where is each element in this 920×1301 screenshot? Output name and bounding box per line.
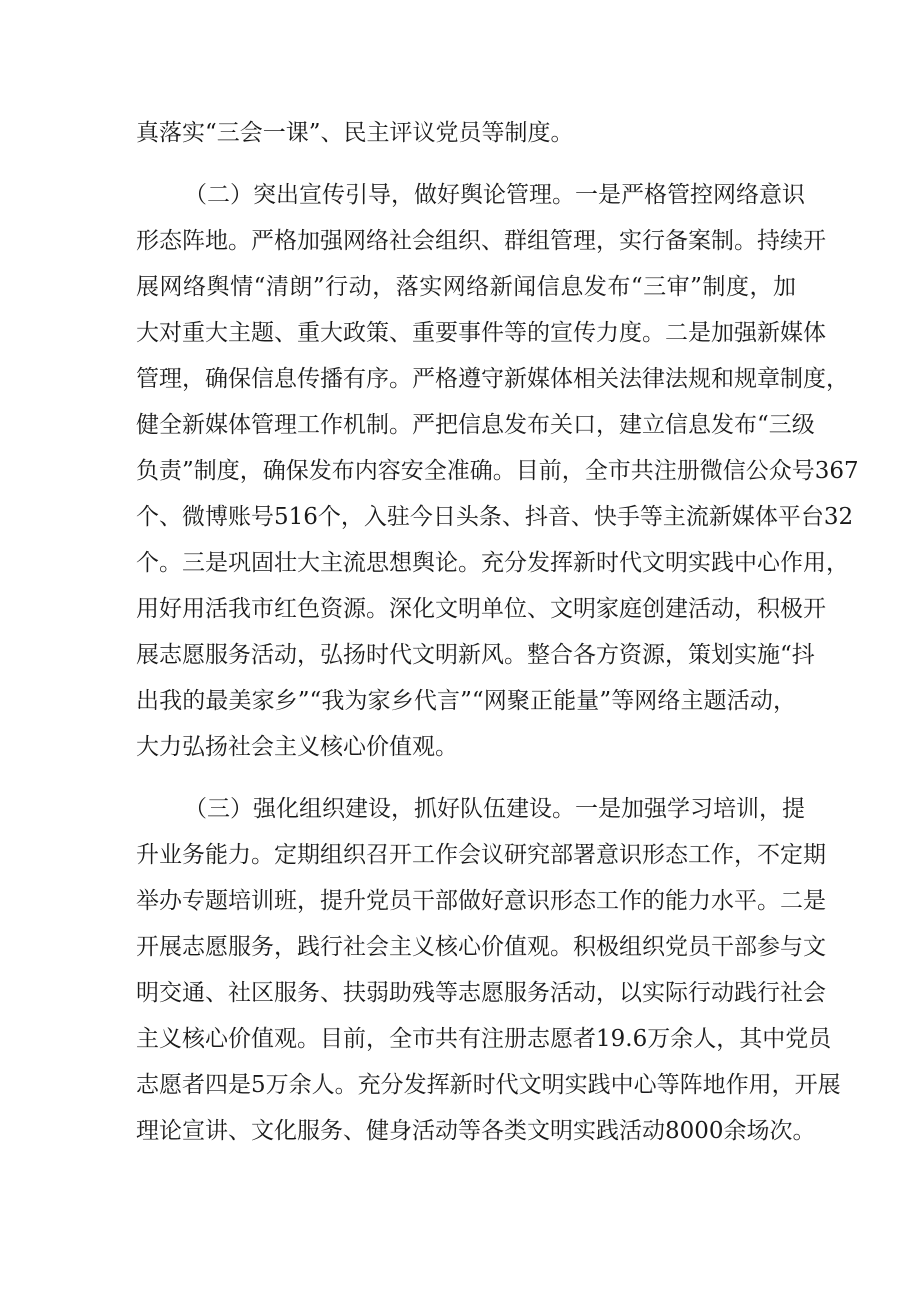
paragraph-2-line-4: 开展志愿服务，践行社会主义核心价值观。积极组织党员干部参与文 [136,934,826,960]
paragraph-2-line-5: 明交通、社区服务、扶弱助残等志愿服务活动，以实际行动践行社会 [136,980,826,1006]
paragraph-1-line-13: 大力弘扬社会主义核心价值观。 [136,734,458,760]
paragraph-0-line-1: 真落实“三会一课”、民主评议党员等制度。 [136,120,574,146]
paragraph-1-line-6: 健全新媒体管理工作机制。严把信息发布关口，建立信息发布“三级 [136,412,815,438]
paragraph-1-line-7: 负责”制度，确保发布内容安全准确。目前，全市共注册微信公众号367 [136,458,859,484]
paragraph-1-line-3: 展网络舆情“清朗”行动，落实网络新闻信息发布“三审”制度，加 [136,274,796,300]
paragraph-1-line-12: 出我的最美家乡”“我为家乡代言”“网聚正能量”等网络主题活动， [136,688,796,714]
paragraph-2-line-3: 举办专题培训班，提升党员干部做好意识形态工作的能力水平。二是 [136,888,826,914]
paragraph-2-line-7: 志愿者四是5万余人。充分发挥新时代文明实践中心等阵地作用，开展 [136,1072,841,1098]
paragraph-1-line-11: 展志愿服务活动，弘扬时代文明新风。整合各方资源，策划实施“抖 [136,642,815,668]
paragraph-2-line-6: 主义核心价值观。目前，全市共有注册志愿者19.6万余人，其中党员 [136,1026,832,1052]
paragraph-2-line-2: 升业务能力。定期组织召开工作会议研究部署意识形态工作，不定期 [136,842,826,868]
paragraph-1-line-10: 用好用活我市红色资源。深化文明单位、文明家庭创建活动，积极开 [136,596,826,622]
paragraph-1-line-8: 个、微博账号516个，入驻今日头条、抖音、快手等主流新媒体平台32 [136,504,854,530]
paragraph-1-line-9: 个。三是巩固壮大主流思想舆论。充分发挥新时代文明实践中心作用， [136,550,849,576]
paragraph-1-line-1: （二）突出宣传引导，做好舆论管理。一是严格管控网络意识 [184,182,805,208]
paragraph-1-line-5: 管理，确保信息传播有序。严格遵守新媒体相关法律法规和规章制度， [136,366,849,392]
paragraph-1-line-2: 形态阵地。严格加强网络社会组织、群组管理，实行备案制。持续开 [136,228,826,254]
paragraph-2-line-8: 理论宣讲、文化服务、健身活动等各类文明实践活动8000余场次。 [136,1118,816,1144]
paragraph-2-line-1: （三）强化组织建设，抓好队伍建设。一是加强学习培训，提 [184,796,805,822]
paragraph-1-line-4: 大对重大主题、重大政策、重要事件等的宣传力度。二是加强新媒体 [136,320,826,346]
